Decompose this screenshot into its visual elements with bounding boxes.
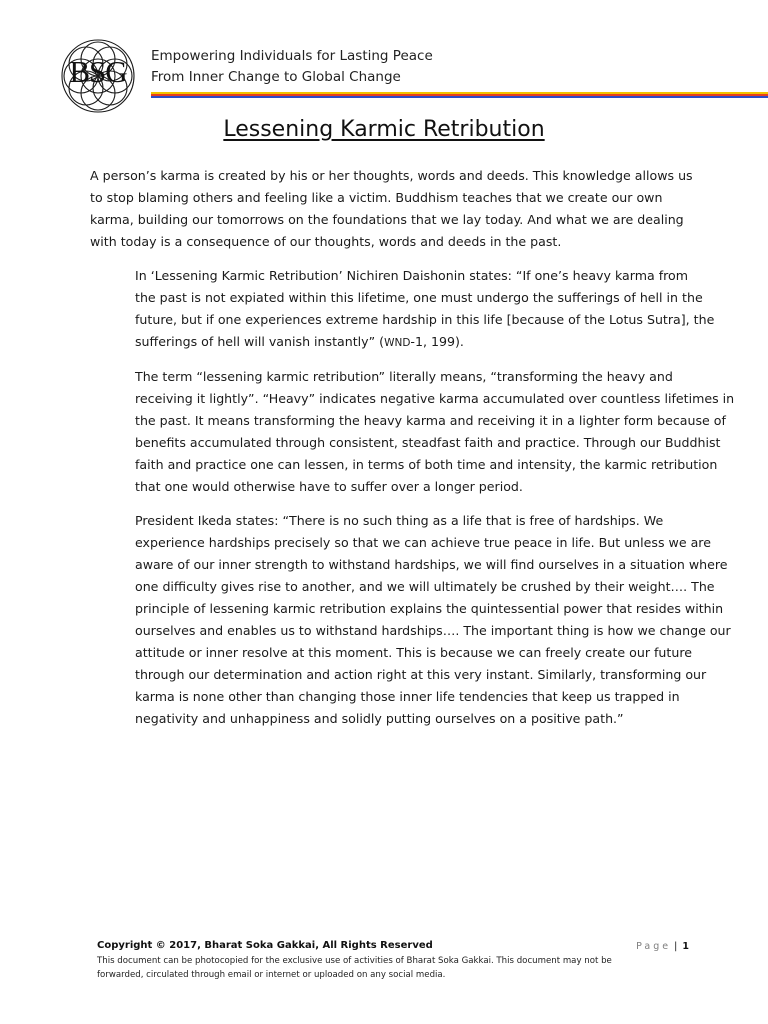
paragraph-line: attitude or inner resolve at this moment. This is because we can freely create our future xyxy=(135,645,692,660)
page-separator: | xyxy=(674,941,678,952)
paragraph-line: ourselves and enables us to withstand hardships…. The important thing is how we change our xyxy=(135,623,731,638)
citation-lead: sufferings of hell will vanish instantly” ( xyxy=(135,334,385,349)
paragraph-line: The term “lessening karmic retribution” literally means, “transforming the heavy and xyxy=(135,369,673,384)
copyright-notice: Copyright © 2017, Bharat Soka Gakkai, All Rights Reserved xyxy=(97,940,433,951)
page-footer xyxy=(97,940,689,982)
paragraph-line: with today is a consequence of our thoughts, words and deeds in the past. xyxy=(90,234,562,249)
disclaimer-line-1: This document can be photocopied for the exclusive use of activities of Bharat Soka Gakkai. This document may not be xyxy=(97,956,612,966)
stripe-blue xyxy=(151,96,768,98)
paragraph-line: aware of our inner strength to withstand hardships, we will find ourselves in a situation where xyxy=(135,557,728,572)
tagline-line-2: From Inner Change to Global Change xyxy=(151,69,401,85)
paragraph-line: through our determination and action right at this very instant. Similarly, transforming our xyxy=(135,667,707,682)
paragraph-line: karma is none other than changing those inner life tendencies that keep us trapped in xyxy=(135,689,680,704)
paragraph-3 xyxy=(90,366,735,498)
paragraph-line: receiving it lightly”. “Heavy” indicates negative karma accumulated over countless lifetimes in xyxy=(135,391,735,406)
header-tagline xyxy=(151,46,433,88)
paragraph-line: A person’s karma is created by his or her thoughts, words and deeds. This knowledge allows us xyxy=(90,168,693,183)
page-number: 1 xyxy=(682,941,689,952)
paragraph-line: negativity and unhappiness and solidly putting ourselves on a positive path.” xyxy=(135,711,624,726)
usage-disclaimer xyxy=(97,954,689,982)
page-number-indicator xyxy=(636,941,689,952)
paragraph-line: faith and practice one can lessen, in terms of both time and intensity, the karmic retribution xyxy=(135,457,718,472)
tagline-line-1: Empowering Individuals for Lasting Peace xyxy=(151,48,433,64)
page-label: Page xyxy=(636,941,672,952)
paragraph-line: In ‘Lessening Karmic Retribution’ Nichiren Daishonin states: “If one’s heavy karma from xyxy=(135,268,689,283)
citation-tail: -1, 199). xyxy=(410,334,464,349)
paragraph-line: principle of lessening karmic retribution explains the quintessential power that resides within xyxy=(135,601,724,616)
logo-lettering: BSG xyxy=(69,54,127,89)
document-body xyxy=(90,165,735,742)
disclaimer-line-2: forwarded, circulated through email or internet or uploaded on any social media. xyxy=(97,970,446,980)
paragraph-line: benefits accumulated through consistent, steadfast faith and practice. Through our Buddhist xyxy=(135,435,721,450)
paragraph-line: to stop blaming others and feeling like a victim. Buddhism teaches that we create our own xyxy=(90,190,663,205)
paragraph-line: the past. It means transforming the heavy karma and receiving it in a lighter form because of xyxy=(135,413,726,428)
paragraph-line: experience hardships precisely so that we can achieve true peace in life. But unless we are xyxy=(135,535,711,550)
paragraph-line: future, but if one experiences extreme hardship in this life [because of the Lotus Sutra], the xyxy=(135,312,715,327)
paragraph-line: the past is not expiated within this lifetime, one must undergo the sufferings of hell in the xyxy=(135,290,703,305)
paragraph-line: karma, building our tomorrows on the foundations that we lay today. And what we are dealing xyxy=(90,212,684,227)
paragraph-2 xyxy=(90,265,715,354)
paragraph-line: one difficulty gives rise to another, and we will ultimately be crushed by their weight…. The xyxy=(135,579,715,594)
paragraph-1 xyxy=(90,165,693,253)
paragraph-line: President Ikeda states: “There is no such thing as a life that is free of hardships. We xyxy=(135,513,664,528)
header-color-stripes xyxy=(151,92,768,98)
bsg-logo xyxy=(60,38,136,114)
paragraph-4 xyxy=(90,510,731,730)
paragraph-line xyxy=(90,331,680,354)
document-title: Lessening Karmic Retribution xyxy=(223,117,545,142)
paragraph-line: that one would otherwise have to suffer over a longer period. xyxy=(135,479,523,494)
citation-abbreviation: WND xyxy=(384,337,411,349)
